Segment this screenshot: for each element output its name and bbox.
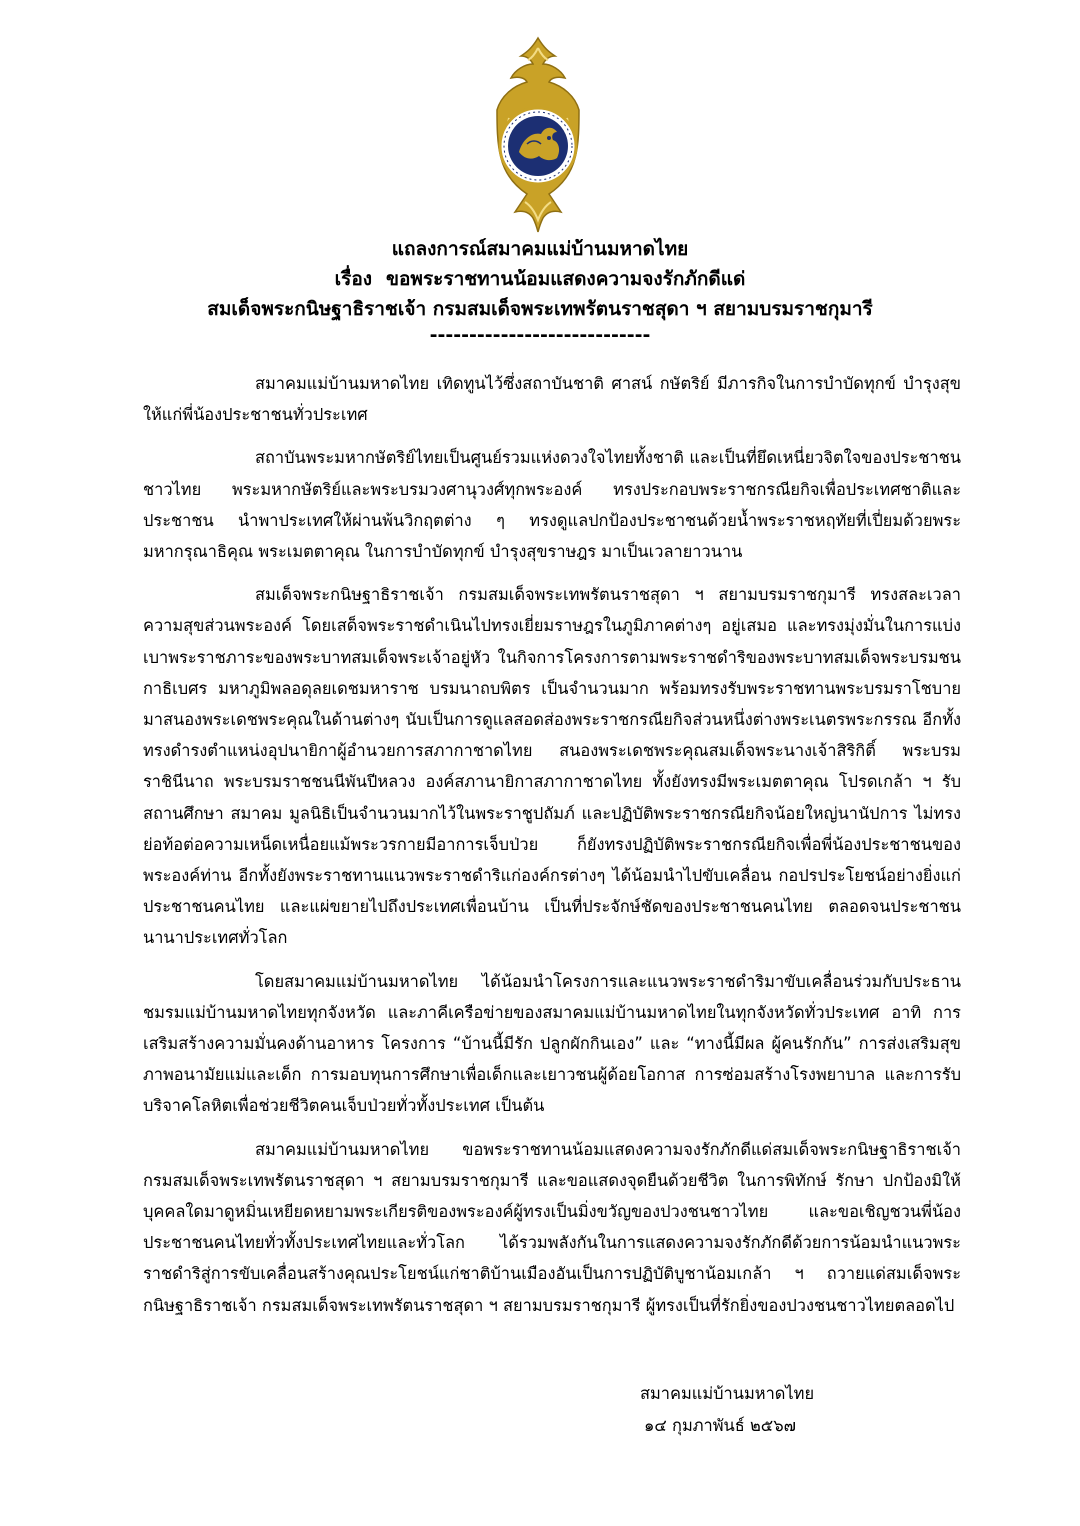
header-divider: ---------------------------- [429,324,651,346]
subject-text: ขอพระราชทานน้อมแสดงความจงรักภักดีแด่ [386,268,746,290]
paragraph-4: โดยสมาคมแม่บ้านมหาดไทย ได้น้อมนำโครงการและแนวพระราชดำริมาขับเคลื่อนร่วมกับประธานชมรมแม่บ้านมหาดไทยทุกจังหวัด และภาคีเครือข่ายของสมาคมแม่บ้านมหาดไทยในทุกจังหวัดทั่วประเทศ อาทิ การเสริมสร้างความมั่นคงด้านอาหาร โครงการ “บ้านนี้มีรัก ปลูกผักกินเอง” และ “ทางนี้มีผล ผู้คนรักกัน” การส่งเสริมสุขภาพอนามัยแม่และเด็ก การมอบทุนการศึกษาเพื่อเด็กและเยาวชนผู้ด้อยโอกาส การซ่อมสร้างโรงพยาบาล และการรับบริจาคโลหิตเพื่อช่วยชีวิตคนเจ็บป่วยทั่วทั้งประเทศ เป็นต้น [143,971,961,1116]
association-seal-icon [475,34,601,234]
paragraph-5: สมาคมแม่บ้านมหาดไทย ขอพระราชทานน้อมแสดงความจงรักภักดีแด่สมเด็จพระกนิษฐาธิราชเจ้า กรมสมเด็จพระเทพรัตนราชสุดา ฯ สยามบรมราชกุมารี และขอแสดงจุดยืนด้วยชีวิต ในการพิทักษ์ รักษา ปกป้องมิให้บุคคลใดมาดูหมิ่นเหยียดหยามพระเกียรติของพระองค์ผู้ทรงเป็นมิ่งขวัญของปวงชนชาวไทย และขอเชิญชวนพี่น้องประชาชนคนไทยทั่วทั้งประเทศไทยและทั่วโลก ได้รวมพลังกันในการแสดงความจงรักภักดีด้วยการน้อมนำแนวพระราชดำริสู่การขับเคลื่อนสร้างคุณประโยชน์แก่ชาติบ้านเมืองอันเป็นการปฏิบัติบูชาน้อมเกล้า ฯ ถวายแด่สมเด็จพระกนิษฐาธิราชเจ้า กรมสมเด็จพระเทพรัตนราชสุดา ฯ สยามบรมราชกุมารี ผู้ทรงเป็นที่รักยิ่งของปวงชนชาวไทยตลอดไป [143,1139,961,1315]
paragraph-2: สถาบันพระมหากษัตริย์ไทยเป็นศูนย์รวมแห่งดวงใจไทยทั้งชาติ และเป็นที่ยึดเหนี่ยวจิตใจของประชาชนชาวไทย พระมหากษัตริย์และพระบรมวงศานุวงศ์ทุกพระองค์ ทรงประกอบพระราชกรณียกิจเพื่อประเทศชาติและประชาชน นำพาประเทศให้ผ่านพ้นวิกฤตต่าง ๆ ทรงดูแลปกป้องประชาชนด้วยน้ำพระราชหฤทัยที่เปี่ยมด้วยพระมหากรุณาธิคุณ พระเมตตาคุณ ในการบำบัดทุกข์ บำรุงสุขราษฎร มาเป็นเวลายาวนาน [143,448,961,562]
subject-label: เรื่อง [334,268,373,290]
statement-header [0,234,1080,346]
statement-body [143,368,961,1333]
signature-block [640,1378,814,1442]
signature-date: ๑๔ กุมภาพันธ์ ๒๕๖๗ [644,1416,796,1435]
statement-honoree: สมเด็จพระกนิษฐาธิราชเจ้า กรมสมเด็จพระเทพรัตนราชสุดา ฯ สยามบรมราชกุมารี [207,298,873,320]
signature-organization: สมาคมแม่บ้านมหาดไทย [640,1384,815,1403]
statement-subject-line [0,264,1080,294]
statement-title: แถลงการณ์สมาคมแม่บ้านมหาดไทย [391,238,689,260]
seal-graphic [475,34,601,234]
paragraph-3: สมเด็จพระกนิษฐาธิราชเจ้า กรมสมเด็จพระเทพรัตนราชสุดา ฯ สยามบรมราชกุมารี ทรงสละเวลาความสุขส่วนพระองค์ โดยเสด็จพระราชดำเนินไปทรงเยี่ยมราษฎรในภูมิภาคต่างๆ อยู่เสมอ และทรงมุ่งมั่นในการแบ่งเบาพระราชภาระของพระบาทสมเด็จพระเจ้าอยู่หัว ในกิจการโครงการตามพระราชดำริของพระบาทสมเด็จพระบรมชนกาธิเบศร มหาภูมิพลอดุลยเดชมหาราช บรมนาถบพิตร เป็นจำนวนมาก พร้อมทรงรับพระราชทานพระบรมราโชบายมาสนองพระเดชพระคุณในด้านต่างๆ นับเป็นการดูแลสอดส่องพระราชกรณียกิจส่วนหนึ่งต่างพระเนตรพระกรรณ อีกทั้งทรงดำรงตำแหน่งอุปนายิกาผู้อำนวยการสภากาชาดไทย สนองพระเดชพระคุณสมเด็จพระนางเจ้าสิริกิติ์ พระบรมราชินีนาถ พระบรมราชชนนีพันปีหลวง องค์สภานายิกาสภากาชาดไทย ทั้งยังทรงมีพระเมตตาคุณ โปรดเกล้า ฯ รับสถานศึกษา สมาคม มูลนิธิเป็นจำนวนมากไว้ในพระราชูปถัมภ์ และปฏิบัติพระราชกรณียกิจน้อยใหญ่นานัปการ ไม่ทรงย่อท้อต่อความเหน็ดเหนื่อยแม้พระวรกายมีอาการเจ็บป่วย ก็ยังทรงปฏิบัติพระราชกรณียกิจเพื่อพี่น้องประชาชนของพระองค์ท่าน อีกทั้งยังพระราชทานแนวพระราชดำริแก่องค์กรต่างๆ ได้น้อมนำไปขับเคลื่อน กอปรประโยชน์อย่างยิ่งแก่ประชาชนคนไทย และแผ่ขยายไปถึงประเทศเพื่อนบ้าน เป็นที่ประจักษ์ชัดของประชาชนคนไทย ตลอดจนประชาชนนานาประเทศทั่วโลก [143,585,961,948]
paragraph-1: สมาคมแม่บ้านมหาดไทย เทิดทูนไว้ซึ่งสถาบันชาติ ศาสน์ กษัตริย์ มีภารกิจในการบำบัดทุกข์ บำรุงสุขให้แก่พี่น้องประชาชนทั่วประเทศ [143,374,961,425]
